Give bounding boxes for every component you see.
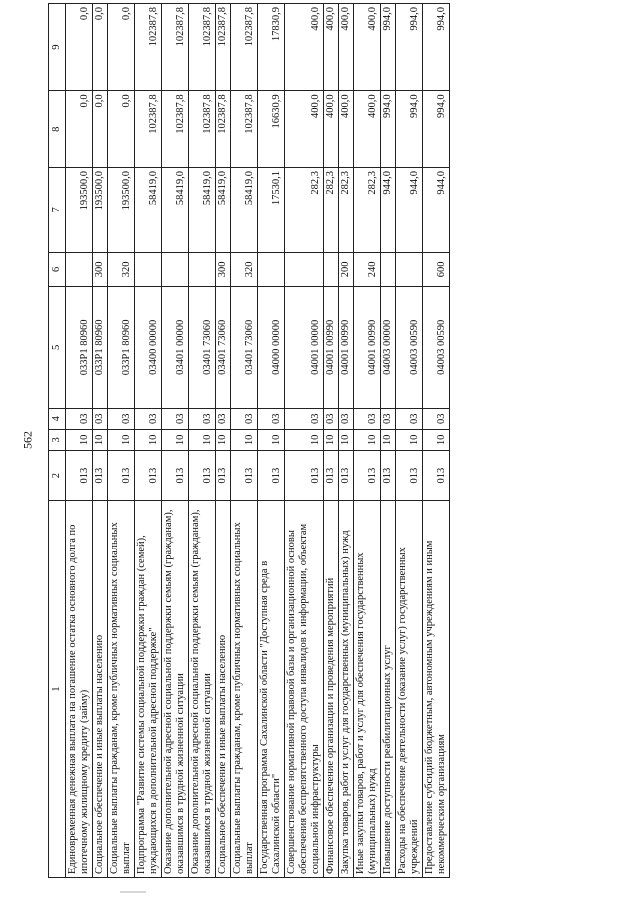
table-cell: 03 [216, 408, 231, 429]
table-cell: 0,0 [93, 4, 108, 91]
table-cell: 013 [396, 450, 423, 500]
table-cell: 0,0 [66, 91, 93, 168]
table-cell: 03401 73060 [216, 287, 231, 409]
table-cell: 400,0 [339, 91, 354, 168]
table-cell: 102387,8 [162, 4, 189, 91]
row-label-cell: Единовременная денежная выплата на погашение остатка основного долга по ипотечному жилищному кредиту (займу) [66, 501, 93, 878]
table-cell: 994,0 [423, 4, 450, 91]
table-cell: 102387,8 [189, 91, 216, 168]
table-cell: 58419,0 [216, 168, 231, 253]
table-cell: 0,0 [108, 91, 135, 168]
table-cell: 994,0 [396, 4, 423, 91]
table-cell: 0,0 [93, 91, 108, 168]
table-cell: 013 [324, 450, 339, 500]
table-cell: 240 [354, 252, 381, 286]
table-cell: 400,0 [339, 4, 354, 91]
table-cell: 10 [189, 429, 216, 450]
row-label-cell: Оказание дополнительной адресной социальной поддержки семьям (гражданам), оказавшимся в трудной жизненной ситуации [189, 501, 216, 878]
table-cell: 013 [285, 450, 324, 500]
table-cell: 58419,0 [189, 168, 216, 253]
table-cell: 03 [258, 408, 285, 429]
table-row [108, 4, 135, 878]
table-cell: 013 [216, 450, 231, 500]
table-cell: 400,0 [354, 91, 381, 168]
table-cell: 03401 73060 [231, 287, 258, 409]
table-cell: 03400 00000 [135, 287, 162, 409]
table-cell: 102387,8 [216, 91, 231, 168]
table-cell: 03 [231, 408, 258, 429]
table-cell: 102387,8 [189, 4, 216, 91]
table-cell: 320 [231, 252, 258, 286]
header-cell: 3 [49, 429, 66, 450]
table-row [423, 4, 450, 878]
table-cell [162, 252, 189, 286]
table-cell: 10 [423, 429, 450, 450]
row-label-cell: Расходы на обеспечение деятельности (оказание услуг) государственных учреждений [396, 501, 423, 878]
table-cell: 994,0 [396, 91, 423, 168]
table-cell: 200 [339, 252, 354, 286]
table-cell: 013 [66, 450, 93, 500]
table-cell: 013 [231, 450, 258, 500]
rotated-page [48, 3, 628, 878]
table-cell: 04003 00000 [381, 287, 396, 409]
table-cell: 10 [258, 429, 285, 450]
table-row [396, 4, 423, 878]
table-row [324, 4, 339, 878]
table-cell: 17530,1 [258, 168, 285, 253]
table-cell: 10 [216, 429, 231, 450]
table-cell: 04001 00990 [339, 287, 354, 409]
table-cell: 013 [93, 450, 108, 500]
budget-table [48, 3, 450, 878]
row-label-cell: Государственная программа Сахалинской области "Доступная среда в Сахалинской области" [258, 501, 285, 878]
table-cell: 03 [354, 408, 381, 429]
row-label-cell: Иные закупки товаров, работ и услуг для обеспечения государственных (муниципальных) нужд [354, 501, 381, 878]
table-cell: 04003 00590 [423, 287, 450, 409]
table-row [162, 4, 189, 878]
row-label-cell: Финансовое обеспечение организации и проведения мероприятий [324, 501, 339, 878]
table-cell: 10 [162, 429, 189, 450]
table-cell [381, 252, 396, 286]
table-cell: 58419,0 [231, 168, 258, 253]
table-cell: 193500,0 [108, 168, 135, 253]
table-cell: 17830,9 [258, 4, 285, 91]
table-cell: 10 [285, 429, 324, 450]
table-cell: 944,0 [396, 168, 423, 253]
table-cell: 03 [135, 408, 162, 429]
page-number: 562 [20, 431, 35, 449]
table-cell: 03 [189, 408, 216, 429]
table-cell: 282,3 [354, 168, 381, 253]
table-row [189, 4, 216, 878]
row-label-cell: Подпрограмма "Развитие системы социальной поддержки граждан (семей), нуждающихся в дополнительной адресной поддержке" [135, 501, 162, 878]
table-cell: 013 [381, 450, 396, 500]
scan-artifact [120, 891, 146, 893]
table-cell: 944,0 [381, 168, 396, 253]
table-cell: 10 [396, 429, 423, 450]
table-row [231, 4, 258, 878]
table-cell: 04001 00990 [354, 287, 381, 409]
row-label-cell: Социальные выплаты гражданам, кроме публичных нормативных социальных выплат [231, 501, 258, 878]
table-cell: 03401 00000 [162, 287, 189, 409]
table-row [93, 4, 108, 878]
table-row [381, 4, 396, 878]
row-label-cell: Социальные выплаты гражданам, кроме публичных нормативных социальных выплат [108, 501, 135, 878]
table-cell: 013 [162, 450, 189, 500]
header-cell: 9 [49, 4, 66, 91]
table-cell: 0,0 [66, 4, 93, 91]
table-row [285, 4, 324, 878]
table-cell: 16630,9 [258, 91, 285, 168]
table-cell: 400,0 [324, 91, 339, 168]
table-cell: 03 [66, 408, 93, 429]
table-cell: 58419,0 [162, 168, 189, 253]
table-cell: 944,0 [423, 168, 450, 253]
table-cell: 400,0 [285, 4, 324, 91]
header-cell: 8 [49, 91, 66, 168]
table-cell: 03 [324, 408, 339, 429]
table-row [258, 4, 285, 878]
table-cell: 033Р1 80960 [93, 287, 108, 409]
table-cell: 102387,8 [231, 91, 258, 168]
header-cell: 6 [49, 252, 66, 286]
table-cell: 013 [108, 450, 135, 500]
row-label-cell: Повышение доступности реабилитационных услуг [381, 501, 396, 878]
table-cell: 400,0 [354, 4, 381, 91]
table-cell: 102387,8 [216, 4, 231, 91]
table-cell: 03 [162, 408, 189, 429]
table-cell: 282,3 [339, 168, 354, 253]
table-cell: 03 [93, 408, 108, 429]
table-cell: 03401 73060 [189, 287, 216, 409]
table-cell: 04001 00000 [285, 287, 324, 409]
table-cell: 300 [216, 252, 231, 286]
table-cell: 994,0 [381, 4, 396, 91]
table-cell: 10 [108, 429, 135, 450]
table-cell: 193500,0 [66, 168, 93, 253]
table-cell: 03 [108, 408, 135, 429]
table-row [354, 4, 381, 878]
row-label-cell: Социальное обеспечение и иные выплаты населению [93, 501, 108, 878]
table-cell [285, 252, 324, 286]
table-cell: 300 [93, 252, 108, 286]
table-cell: 013 [339, 450, 354, 500]
table-cell [258, 252, 285, 286]
table-cell: 102387,8 [135, 91, 162, 168]
table-cell: 013 [135, 450, 162, 500]
row-label-cell: Оказание дополнительной адресной социальной поддержки семьям (гражданам), оказавшимся в трудной жизненной ситуации [162, 501, 189, 878]
table-cell [189, 252, 216, 286]
row-label-cell: Закупка товаров, работ и услуг для государственных (муниципальных) нужд [339, 501, 354, 878]
table-cell: 58419,0 [135, 168, 162, 253]
header-cell: 2 [49, 450, 66, 500]
table-row [66, 4, 93, 878]
table-cell: 10 [66, 429, 93, 450]
table-cell: 04003 00590 [396, 287, 423, 409]
table-cell [324, 252, 339, 286]
table-cell: 994,0 [423, 91, 450, 168]
table-cell: 03 [339, 408, 354, 429]
table-cell: 600 [423, 252, 450, 286]
table-cell: 282,3 [324, 168, 339, 253]
table-cell: 10 [354, 429, 381, 450]
table-cell: 102387,8 [231, 4, 258, 91]
table-cell: 033Р1 80960 [66, 287, 93, 409]
table-cell: 10 [339, 429, 354, 450]
table-cell: 013 [189, 450, 216, 500]
table-cell: 10 [93, 429, 108, 450]
table-cell: 10 [135, 429, 162, 450]
table-cell: 033Р1 80960 [108, 287, 135, 409]
header-cell: 1 [49, 501, 66, 878]
header-cell: 7 [49, 168, 66, 253]
row-label-cell: Совершенствование нормативной правовой базы и организационной основы обеспечения беспрепятственного доступа инвалидов к информации, объектам социальной инфраструктуры [285, 501, 324, 878]
table-row [216, 4, 231, 878]
table-cell: 10 [231, 429, 258, 450]
table-cell [135, 252, 162, 286]
table-cell [396, 252, 423, 286]
table-cell: 10 [324, 429, 339, 450]
table-cell: 102387,8 [135, 4, 162, 91]
table-row [135, 4, 162, 878]
header-cell: 5 [49, 287, 66, 409]
table-cell: 282,3 [285, 168, 324, 253]
table-cell: 400,0 [285, 91, 324, 168]
header-row [49, 4, 66, 878]
row-label-cell: Предоставление субсидий бюджетным, автономным учреждениям и иным некоммерческим организациям [423, 501, 450, 878]
table-cell: 013 [423, 450, 450, 500]
table-cell: 03 [285, 408, 324, 429]
row-label-cell: Социальное обеспечение и иные выплаты населению [216, 501, 231, 878]
table-cell: 03 [396, 408, 423, 429]
header-cell: 4 [49, 408, 66, 429]
table-cell: 03 [423, 408, 450, 429]
table-cell: 04001 00990 [324, 287, 339, 409]
table-cell: 320 [108, 252, 135, 286]
table-row [339, 4, 354, 878]
table-cell: 0,0 [108, 4, 135, 91]
table-cell: 013 [258, 450, 285, 500]
table-cell [66, 252, 93, 286]
table-cell: 400,0 [324, 4, 339, 91]
table-cell: 102387,8 [162, 91, 189, 168]
table-cell: 10 [381, 429, 396, 450]
table-cell: 04000 00000 [258, 287, 285, 409]
table-cell: 03 [381, 408, 396, 429]
table-cell: 013 [354, 450, 381, 500]
table-cell: 994,0 [381, 91, 396, 168]
table-cell: 193500,0 [93, 168, 108, 253]
